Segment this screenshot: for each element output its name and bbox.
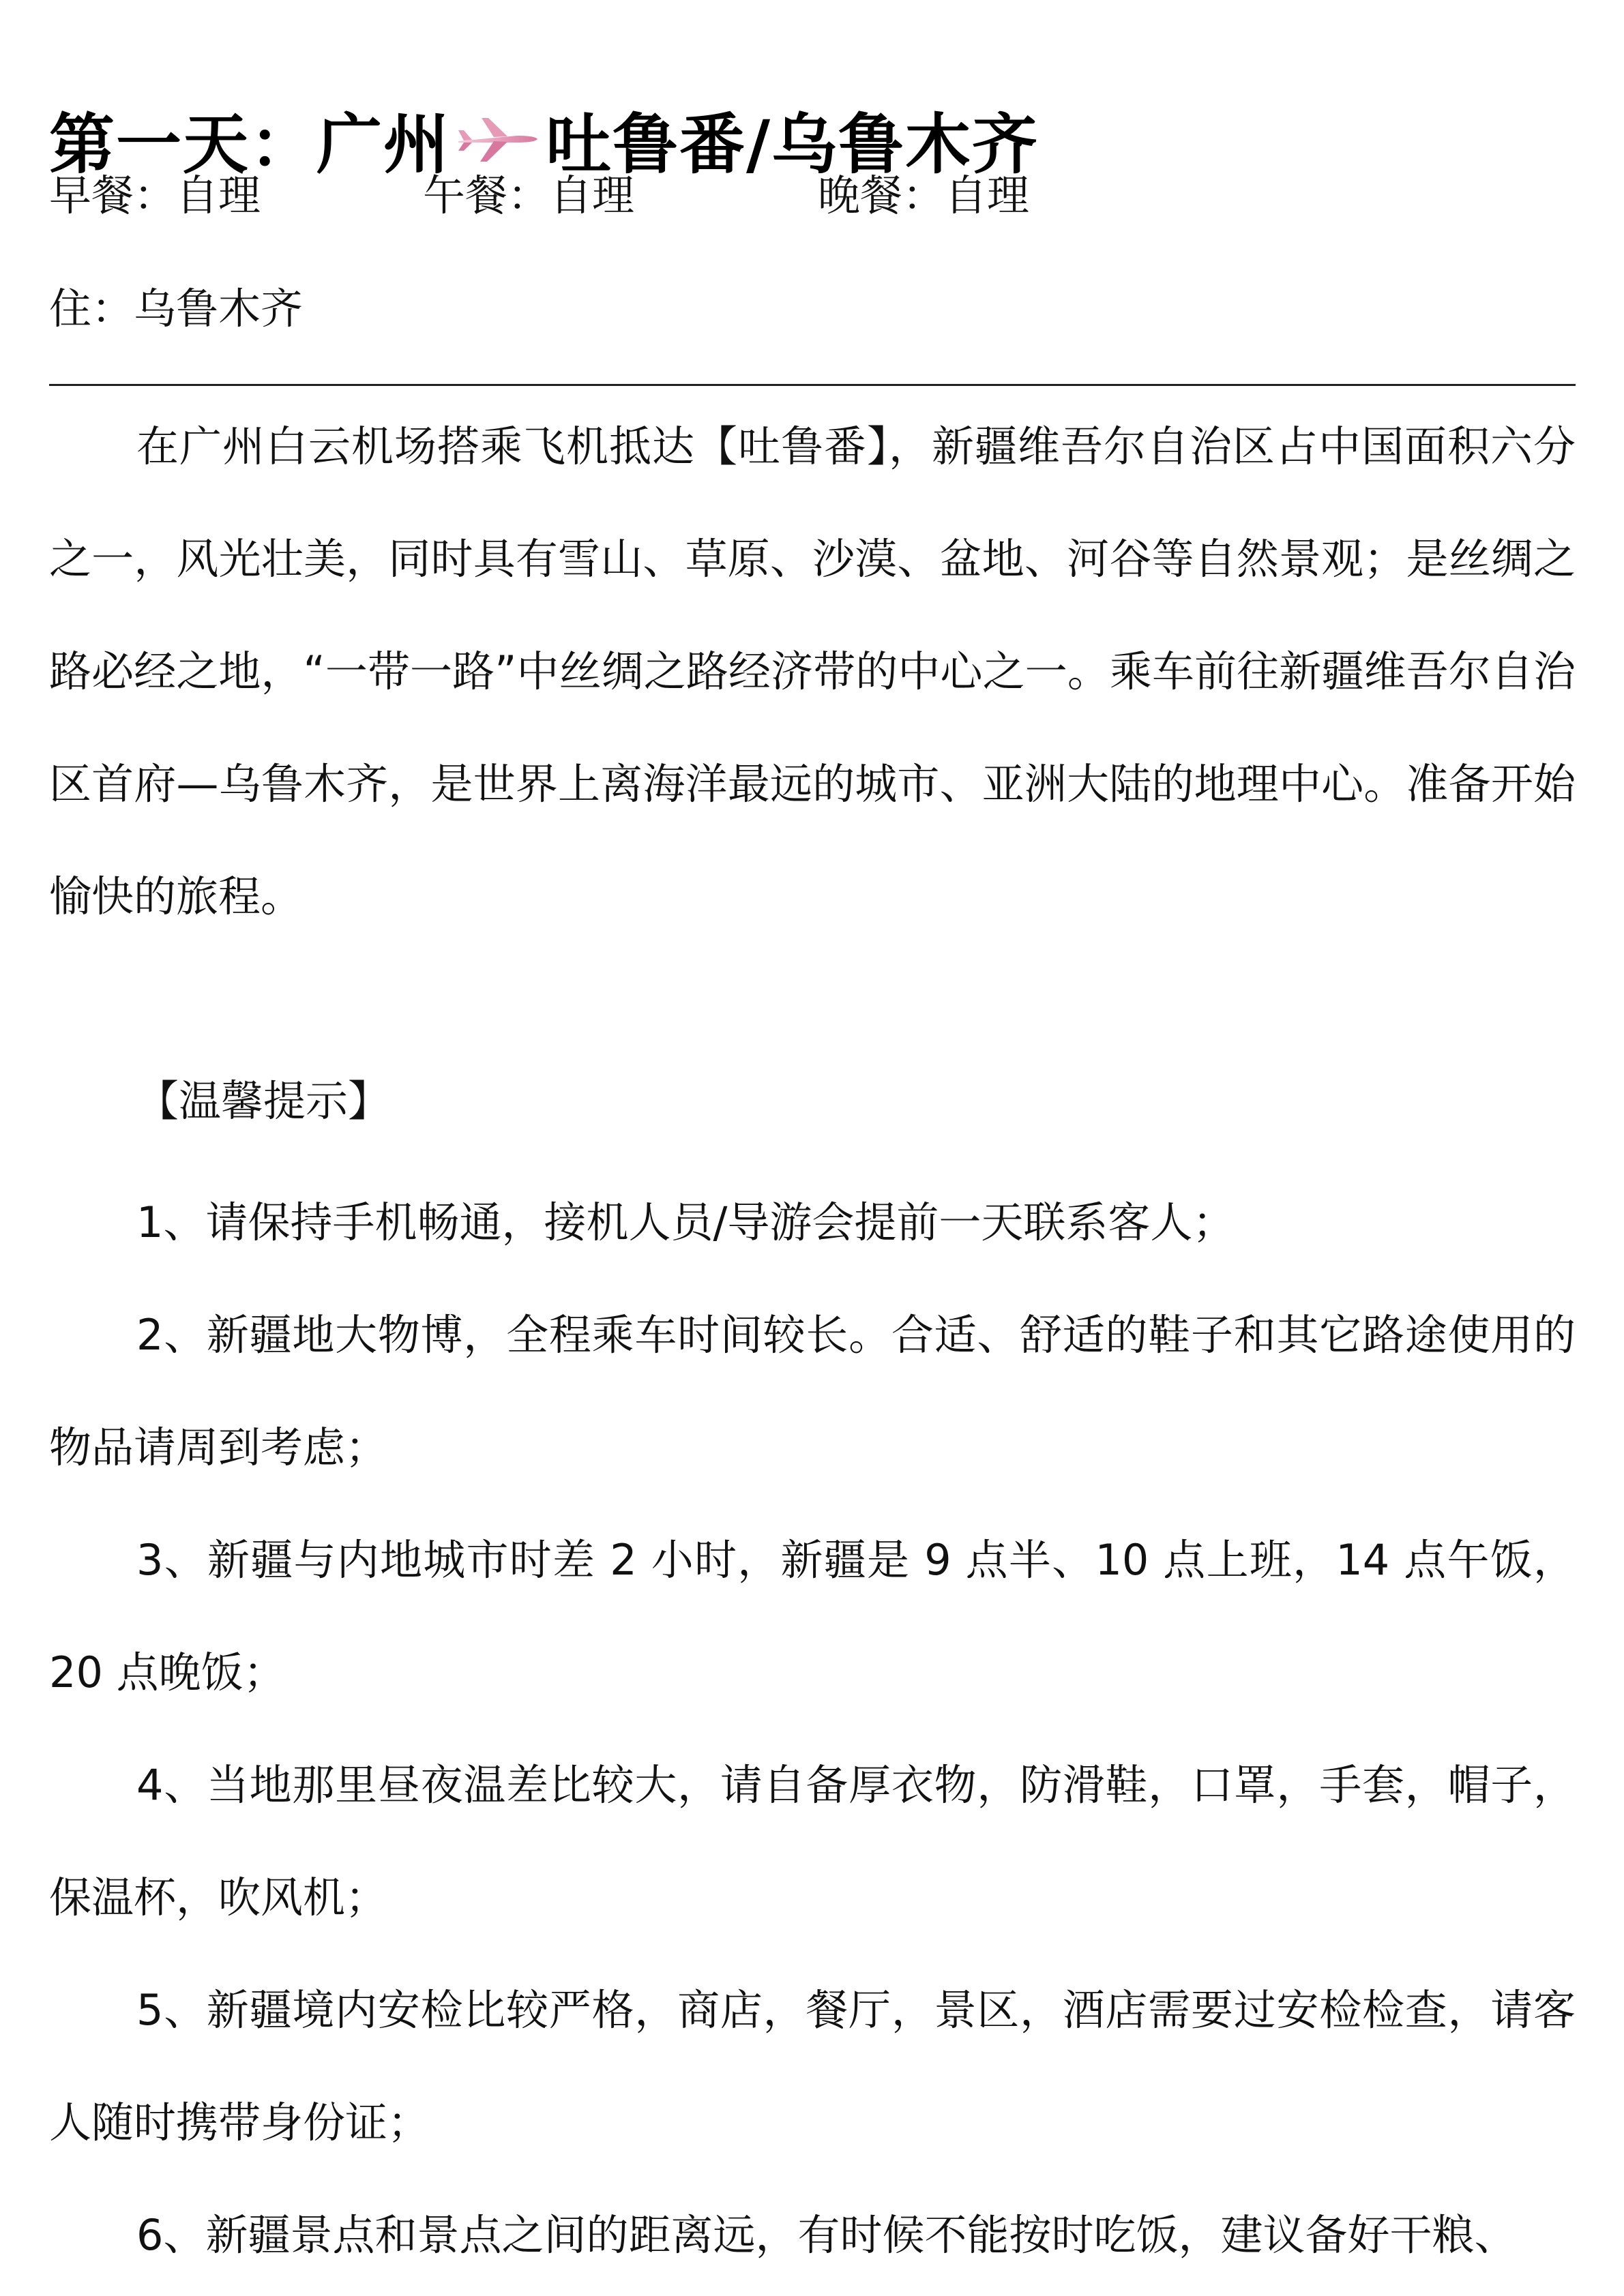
tip-item: 3、新疆与内地城市时差 2 小时，新疆是 9 点半、10 点上班，14 点午饭，20 点晚饭；: [49, 1535, 1576, 1697]
breakfast-label: 早餐：自理: [49, 170, 261, 220]
meals-row: [49, 158, 1140, 233]
lunch-label: 午餐：自理: [423, 170, 635, 220]
tip-item: 4、当地那里昼夜温差比较大，请自备厚衣物，防滑鞋，口罩，手套，帽子，保温杯，吹风机；: [49, 1760, 1576, 1922]
tip-item: 6、新疆景点和景点之间的距离远，有时候不能按时吃饭，建议备好干粮、: [136, 2210, 1517, 2260]
tip-item: 2、新疆地大物博，全程乘车时间较长。合适、舒适的鞋子和其它路途使用的物品请周到考虑；: [49, 1310, 1576, 1472]
divider: [49, 384, 1576, 386]
tip-item: 5、新疆境内安检比较严格，商店，餐厅，景区，酒店需要过安检检查，请客人随时携带身份证；: [49, 1985, 1576, 2147]
intro-paragraph: 在广州白云机场搭乘飞机抵达【吐鲁番】，新疆维吾尔自治区占中国面积六分之一，风光壮美，同时具有雪山、草原、沙漠、盆地、河谷等自然景观；是丝绸之路必经之地，“一带一路”中丝绸之路经济带的中心之一。乘车前往新疆维吾尔自治区首府—乌鲁木齐，是世界上离海洋最远的城市、亚洲大陆的地理中心。准备开始愉快的旅程。: [49, 421, 1576, 921]
accommodation-label: 住：乌鲁木齐: [49, 284, 304, 333]
day-title-to: 吐鲁番/乌鲁木齐: [546, 106, 1039, 183]
tip-item: 1、请保持手机畅通，接机人员/导游会提前一天联系客人；: [136, 1197, 1235, 1247]
tips-heading: 【温馨提示】: [136, 1076, 391, 1126]
tips-list: [49, 1166, 1576, 2291]
day-title-from: 第一天：广州: [49, 106, 450, 183]
dinner-label: 晚餐：自理: [818, 170, 1030, 220]
